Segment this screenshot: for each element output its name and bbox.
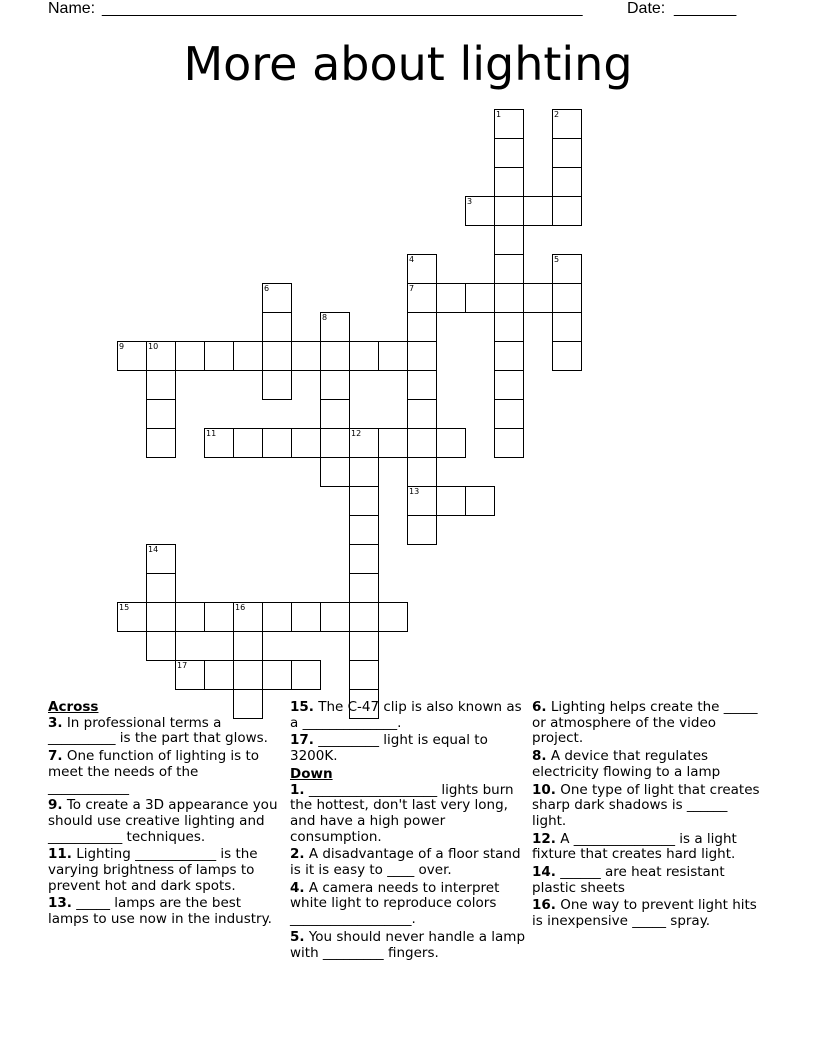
grid-cell[interactable]	[465, 196, 495, 226]
grid-cell[interactable]	[175, 602, 205, 632]
down-heading: Down	[290, 765, 333, 782]
cell-number: 8	[322, 313, 328, 322]
grid-cell[interactable]	[320, 457, 350, 487]
clues-column-2	[290, 700, 526, 963]
clue-number: 12.	[532, 830, 556, 847]
clue-number: 4.	[290, 879, 305, 896]
clue-item	[290, 881, 526, 928]
clue-number: 16.	[532, 897, 556, 914]
grid-cell[interactable]	[146, 631, 176, 661]
grid-cell[interactable]	[175, 341, 205, 371]
cell-number: 6	[264, 284, 270, 293]
grid-cell[interactable]	[146, 602, 176, 632]
cell-number: 1	[496, 110, 502, 119]
grid-cell[interactable]	[465, 283, 495, 313]
grid-cell[interactable]	[552, 138, 582, 168]
grid-cell[interactable]	[378, 428, 408, 458]
clue-text: A _______________ is a light fixture that creates hard light.	[532, 830, 737, 863]
cell-number: 3	[467, 197, 473, 206]
grid-cell[interactable]	[552, 283, 582, 313]
grid-cell[interactable]	[407, 515, 437, 545]
grid-cell[interactable]	[378, 602, 408, 632]
grid-cell[interactable]	[552, 196, 582, 226]
grid-cell[interactable]	[436, 428, 466, 458]
grid-cell[interactable]	[291, 660, 321, 690]
grid-cell[interactable]	[117, 602, 147, 632]
clue-number: 13.	[48, 895, 72, 912]
clue-text: ______ are heat resistant plastic sheets	[532, 864, 725, 896]
clue-text: Lighting helps create the _____ or atmosphere of the video project.	[532, 699, 758, 747]
grid-cell[interactable]	[465, 486, 495, 516]
name-field[interactable]: ______________________________________________________	[102, 0, 583, 17]
clue-text: You should never handle a lamp with _________ fingers.	[290, 928, 526, 961]
grid-cell[interactable]	[233, 341, 263, 371]
clues-column-1	[48, 700, 280, 930]
grid-cell[interactable]	[349, 515, 379, 545]
grid-cell[interactable]	[262, 602, 292, 632]
grid-cell[interactable]	[407, 283, 437, 313]
cell-number: 7	[409, 284, 415, 293]
grid-cell[interactable]	[320, 370, 350, 400]
clue-item	[290, 700, 526, 731]
grid-cell[interactable]	[146, 544, 176, 574]
grid-cell[interactable]	[407, 341, 437, 371]
clue-number: 17.	[290, 732, 314, 749]
clue-number: 1.	[290, 781, 305, 798]
clue-item	[532, 783, 764, 830]
clue-item	[532, 700, 764, 747]
down-clues-list	[290, 783, 526, 962]
grid-cell[interactable]	[204, 602, 234, 632]
grid-cell[interactable]	[494, 138, 524, 168]
down-clues-continued	[532, 700, 764, 930]
across-clues-list	[48, 716, 280, 928]
grid-cell[interactable]	[146, 341, 176, 371]
clue-number: 10.	[532, 781, 556, 798]
grid-cell[interactable]	[349, 341, 379, 371]
clue-text: A disadvantage of a floor stand is it is easy to ____ over.	[290, 846, 521, 879]
clues-column-3	[532, 700, 764, 932]
grid-cell[interactable]	[146, 573, 176, 603]
clue-item	[48, 749, 280, 796]
clue-item	[532, 832, 764, 863]
grid-cell[interactable]	[320, 602, 350, 632]
clue-number: 6.	[532, 699, 547, 715]
across-clues-continued	[290, 700, 526, 765]
grid-cell[interactable]	[233, 660, 263, 690]
clue-text: To create a 3D appearance you should use creative lighting and ___________ techniques.	[48, 797, 278, 845]
clue-number: 5.	[290, 928, 305, 945]
grid-cell[interactable]	[494, 109, 524, 139]
grid-cell[interactable]	[349, 602, 379, 632]
clue-number: 7.	[48, 748, 63, 765]
page-title: More about lighting	[183, 37, 633, 91]
clue-number: 2.	[290, 846, 305, 863]
grid-cell[interactable]	[349, 457, 379, 487]
cell-number: 15	[119, 603, 130, 612]
grid-cell[interactable]	[291, 341, 321, 371]
clue-number: 14.	[532, 864, 556, 881]
name-label: Name:	[48, 0, 96, 17]
grid-cell[interactable]	[523, 196, 553, 226]
grid-cell[interactable]	[494, 254, 524, 284]
cell-number: 14	[148, 545, 159, 554]
clue-text: _________ light is equal to 3200K.	[290, 732, 488, 765]
grid-cell[interactable]	[233, 631, 263, 661]
clue-text: The C-47 clip is also known as a ______________.	[290, 699, 522, 731]
grid-cell[interactable]	[175, 660, 205, 690]
grid-cell[interactable]	[349, 544, 379, 574]
grid-cell[interactable]	[291, 428, 321, 458]
clue-text: A camera needs to interpret white light to reproduce colors __________________.	[290, 879, 500, 928]
grid-cell[interactable]	[407, 399, 437, 429]
grid-cell[interactable]	[494, 370, 524, 400]
grid-cell[interactable]	[204, 428, 234, 458]
grid-cell[interactable]	[436, 486, 466, 516]
clue-item	[48, 798, 280, 845]
grid-cell[interactable]	[494, 196, 524, 226]
clue-item	[48, 716, 280, 747]
clue-item	[532, 749, 764, 780]
grid-cell[interactable]	[233, 428, 263, 458]
grid-cell[interactable]	[494, 312, 524, 342]
grid-cell[interactable]	[552, 167, 582, 197]
clue-item	[532, 865, 764, 896]
grid-cell[interactable]	[262, 428, 292, 458]
clue-item	[290, 733, 526, 764]
grid-cell[interactable]	[320, 312, 350, 342]
grid-cell[interactable]	[494, 167, 524, 197]
grid-cell[interactable]	[349, 428, 379, 458]
cell-number: 11	[206, 429, 217, 438]
clue-item	[290, 783, 526, 846]
date-field[interactable]: _______	[674, 0, 737, 17]
grid-cell[interactable]	[262, 370, 292, 400]
grid-cell[interactable]	[407, 486, 437, 516]
grid-cell[interactable]	[146, 428, 176, 458]
clue-text: One function of lighting is to meet the needs of the ____________	[48, 748, 260, 796]
cell-number: 12	[351, 429, 362, 438]
grid-cell[interactable]	[204, 341, 234, 371]
clue-text: Lighting ____________ is the varying brightness of lamps to prevent hot and dark spots.	[48, 846, 258, 894]
cell-number: 4	[409, 255, 415, 264]
grid-cell[interactable]	[552, 109, 582, 139]
grid-cell[interactable]	[349, 573, 379, 603]
grid-cell[interactable]	[378, 341, 408, 371]
across-heading: Across	[48, 699, 99, 715]
clue-text: ___________________ lights burn the hottest, don't last very long, and have a high power consumption.	[290, 781, 514, 845]
clue-number: 9.	[48, 797, 63, 814]
grid-cell[interactable]	[233, 602, 263, 632]
clue-number: 8.	[532, 748, 547, 765]
grid-cell[interactable]	[349, 486, 379, 516]
grid-cell[interactable]	[320, 428, 350, 458]
clue-number: 11.	[48, 846, 72, 863]
clue-item	[290, 847, 526, 878]
grid-cell[interactable]	[407, 428, 437, 458]
grid-cell[interactable]	[494, 283, 524, 313]
grid-cell[interactable]	[320, 399, 350, 429]
clue-text: One type of light that creates sharp dark shadows is ______ light.	[532, 781, 760, 829]
grid-cell[interactable]	[494, 225, 524, 255]
grid-cell[interactable]	[552, 254, 582, 284]
cell-number: 13	[409, 487, 420, 496]
grid-cell[interactable]	[262, 312, 292, 342]
grid-cell[interactable]	[262, 341, 292, 371]
clue-text: A device that regulates electricity flowing to a lamp	[532, 748, 721, 780]
grid-cell[interactable]	[117, 341, 147, 371]
grid-cell[interactable]	[552, 341, 582, 371]
grid-cell[interactable]	[494, 428, 524, 458]
cell-number: 17	[177, 661, 188, 670]
clue-text: In professional terms a __________ is the part that glows.	[48, 714, 268, 747]
grid-cell[interactable]	[494, 399, 524, 429]
grid-cell[interactable]	[436, 283, 466, 313]
cell-number: 10	[148, 342, 159, 351]
grid-cell[interactable]	[552, 312, 582, 342]
clue-text: _____ lamps are the best lamps to use now in the industry.	[48, 895, 272, 928]
cell-number: 2	[554, 110, 560, 119]
grid-cell[interactable]	[407, 254, 437, 284]
grid-cell[interactable]	[146, 370, 176, 400]
grid-cell[interactable]	[494, 341, 524, 371]
clue-item	[532, 898, 764, 929]
grid-cell[interactable]	[291, 602, 321, 632]
clue-item	[290, 930, 526, 961]
grid-cell[interactable]	[262, 660, 292, 690]
clue-text: One way to prevent light hits is inexpensive _____ spray.	[532, 897, 757, 930]
grid-cell[interactable]	[523, 283, 553, 313]
grid-cell[interactable]	[262, 283, 292, 313]
grid-cell[interactable]	[146, 399, 176, 429]
cell-number: 5	[554, 255, 560, 264]
clue-number: 3.	[48, 714, 63, 731]
grid-cell[interactable]	[407, 370, 437, 400]
cell-number: 9	[119, 342, 125, 351]
grid-cell[interactable]	[320, 341, 350, 371]
grid-cell[interactable]	[407, 312, 437, 342]
clue-number: 15.	[290, 699, 314, 715]
clue-item	[48, 847, 280, 894]
grid-cell[interactable]	[349, 631, 379, 661]
date-label: Date:	[627, 0, 666, 17]
grid-cell[interactable]	[407, 457, 437, 487]
clue-item	[48, 896, 280, 927]
cell-number: 16	[235, 603, 246, 612]
grid-cell[interactable]	[204, 660, 234, 690]
grid-cell[interactable]	[349, 660, 379, 690]
